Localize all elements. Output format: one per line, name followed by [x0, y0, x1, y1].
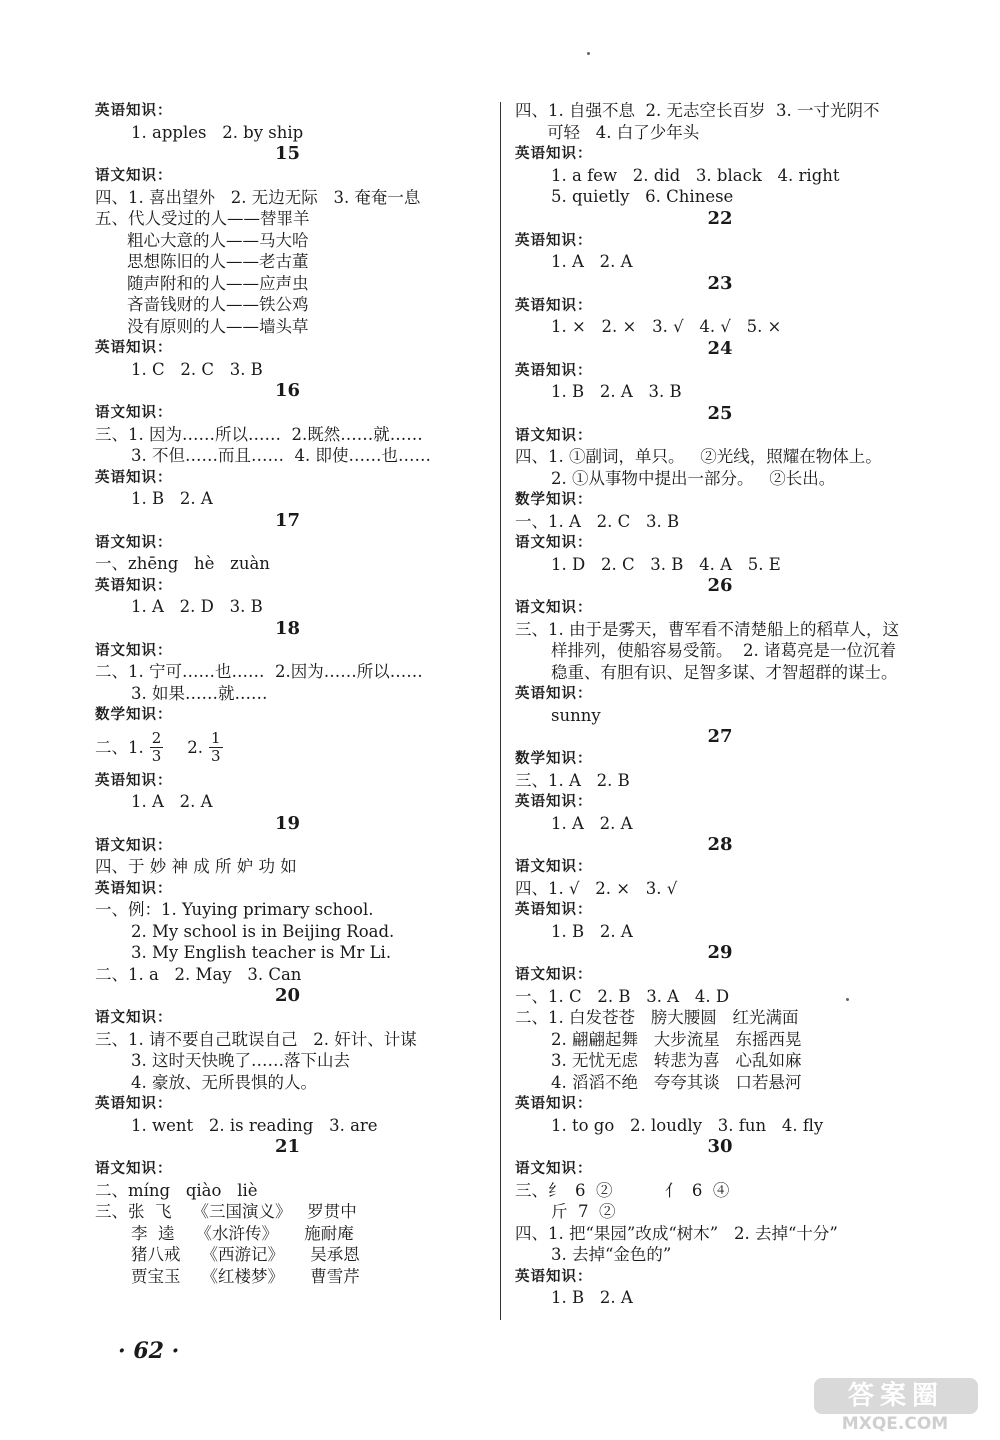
answer-line: 1. A 2. A	[551, 252, 633, 271]
answer-block	[95, 878, 480, 986]
subject-label: 英语知识：	[515, 231, 593, 249]
subject-label: 语文知识：	[515, 858, 593, 875]
answer-block	[515, 1266, 925, 1309]
answer-block	[95, 704, 480, 770]
answer-line: 四、1. 自强不息 2. 无志空长百岁 3. 一寸光阴不	[515, 101, 880, 120]
answer-line: 1. D 2. C 3. B 4. A 5. E	[551, 554, 781, 574]
subject-label: 英语知识：	[515, 793, 593, 810]
answer-block	[95, 575, 480, 618]
answer-line: 1. to go 2. loudly 3. fun 4. fly	[551, 1115, 824, 1135]
answer-line: 思想陈旧的人——老古董	[127, 252, 309, 271]
answer-line: 四、1. √ 2. × 3. √	[515, 878, 678, 898]
answer-line: 1. went 2. is reading 3. are	[131, 1115, 378, 1135]
answer-block	[515, 683, 925, 726]
answer-line: 三、1. 因为……所以…… 2.既然……就……	[95, 424, 423, 444]
answer-line: 3. 不但……而且…… 4. 即使……也……	[131, 446, 431, 465]
subject-label: 英语知识：	[515, 1267, 593, 1285]
answer-block	[515, 143, 925, 208]
answer-line: 1. a few 2. did 3. black 4. right	[551, 165, 840, 185]
section-number: 19	[274, 812, 301, 834]
answer-block	[95, 1158, 480, 1287]
answer-line: 猪八戒 《西游记》 吴承恩	[131, 1245, 360, 1264]
fraction-answer-line	[95, 726, 480, 770]
fraction-prefix: 二、1.	[95, 737, 144, 757]
answer-block	[515, 425, 925, 490]
page-number: · 62 ·	[118, 1338, 180, 1364]
answer-block	[95, 640, 480, 705]
answer-line: 一、例：1. Yuying primary school.	[95, 900, 374, 919]
answer-line: 三、1. 由于是雾天，曹军看不清楚船上的稻草人，这	[515, 619, 899, 639]
subject-label: 语文知识：	[95, 641, 173, 659]
subject-label: 语文知识：	[515, 966, 593, 983]
subject-label: 数学知识：	[515, 750, 593, 767]
section-number: 20	[274, 985, 301, 1006]
answer-block	[515, 489, 925, 532]
subject-label: 语文知识：	[515, 534, 593, 551]
subject-label: 语文知识：	[95, 167, 173, 184]
fraction-numerator: 1	[211, 729, 221, 747]
section-number: 25	[707, 402, 733, 424]
answer-block	[515, 230, 925, 273]
answer-line: 4. 豪放、无所畏惧的人。	[131, 1072, 317, 1092]
subject-label: 语文知识：	[515, 426, 593, 444]
subject-label: 英语知识：	[515, 361, 593, 379]
subject-label: 语文知识：	[95, 404, 173, 421]
section-number: 28	[707, 834, 733, 855]
answer-block	[95, 532, 480, 575]
answer-block	[95, 165, 480, 337]
section-number: 16	[274, 380, 301, 401]
answer-line: 粗心大意的人——马大哈	[127, 230, 309, 250]
answer-line: 样排列，使船容易受箭。 2. 诸葛亮是一位沉着	[551, 641, 896, 660]
subject-label: 英语知识：	[515, 296, 593, 314]
subject-label: 英语知识：	[95, 468, 173, 486]
answer-block	[95, 1007, 480, 1093]
subject-label: 英语知识：	[95, 102, 173, 119]
fraction-denominator: 3	[151, 747, 162, 765]
answer-block	[95, 402, 480, 467]
answer-line: 3. 这时天快晚了……落下山去	[131, 1051, 350, 1070]
answer-line: 3. 无忧无虑 转悲为喜 心乱如麻	[551, 1051, 802, 1070]
subject-label: 英语知识：	[515, 901, 593, 918]
fraction-item-number: 2.	[187, 737, 204, 757]
fraction	[209, 730, 223, 765]
answer-line: 1. B 2. A	[551, 921, 633, 941]
answer-line: 1. A 2. A	[551, 813, 633, 833]
subject-label: 英语知识：	[95, 339, 173, 356]
subject-label: 语文知识：	[515, 599, 593, 616]
answer-line: 二、míng qiào liè	[95, 1180, 258, 1200]
answer-line: 三、1. 请不要自己耽误自己 2. 奸计、计谋	[95, 1029, 417, 1049]
answer-line: 1. B 2. A 3. B	[551, 382, 682, 401]
answer-block	[95, 770, 480, 813]
answer-block	[95, 467, 480, 510]
answer-line: 2. 翩翩起舞 大步流星 东摇西晃	[551, 1029, 802, 1049]
answer-line: 2. ①从事物中提出一部分。 ②长出。	[551, 468, 836, 488]
answer-line: 贾宝玉 《红楼梦》 曹雪芹	[131, 1266, 360, 1286]
answer-block	[515, 899, 925, 942]
answer-block	[515, 295, 925, 338]
answer-line: 吝啬钱财的人——铁公鸡	[127, 295, 309, 314]
section-number: 22	[707, 207, 733, 229]
answer-line: 1. × 2. × 3. √ 4. √ 5. ×	[551, 317, 782, 336]
answer-line: 1. A 2. D 3. B	[131, 597, 263, 616]
subject-label: 英语知识：	[95, 576, 173, 594]
answer-line: 一、1. A 2. C 3. B	[515, 511, 680, 531]
answer-block	[515, 856, 925, 899]
section-number: 29	[707, 942, 733, 963]
answer-block	[515, 791, 925, 834]
subject-label: 英语知识：	[95, 771, 173, 789]
subject-label: 数学知识：	[515, 491, 593, 508]
answer-line: 斤 7 ②	[551, 1202, 616, 1221]
section-number: 30	[707, 1136, 733, 1157]
answer-block	[515, 597, 925, 683]
section-number: 23	[707, 272, 733, 294]
left-column	[95, 100, 480, 1287]
answer-line: 1. A 2. A	[131, 792, 213, 811]
answer-block	[95, 100, 480, 143]
answer-line: 二、1. 白发苍苍 膀大腰圆 红光满面	[515, 1008, 799, 1027]
answer-line: 二、1. 宁可……也…… 2.因为……所以……	[95, 662, 423, 681]
answer-block	[95, 337, 480, 380]
section-number: 15	[274, 143, 301, 164]
answer-line: 一、zhēng hè zuàn	[95, 554, 270, 573]
answer-line: 一、1. C 2. B 3. A 4. D	[515, 986, 730, 1006]
answer-line: 四、1. 喜出望外 2. 无边无际 3. 奄奄一息	[95, 187, 421, 207]
answer-line: 3. My English teacher is Mr Li.	[131, 943, 392, 962]
answer-line: 1. B 2. A	[551, 1288, 633, 1307]
subject-label: 英语知识：	[515, 685, 593, 702]
answer-line: 五、代人受过的人——替罪羊	[95, 209, 310, 228]
subject-label: 语文知识：	[95, 836, 173, 854]
subject-label: 英语知识：	[95, 1095, 173, 1112]
answer-line: 三、纟 6 ② 亻 6 ④	[515, 1180, 730, 1200]
section-number: 18	[274, 617, 301, 639]
fraction	[150, 730, 164, 765]
answer-line: 四、于 妙 神 成 所 妒 功 如	[95, 857, 297, 876]
watermark-url: MXQE.COM	[841, 1414, 949, 1434]
answer-block	[515, 100, 925, 143]
answer-line: 可轻 4. 白了少年头	[547, 122, 700, 142]
section-number: 26	[707, 575, 733, 596]
answer-block	[95, 1093, 480, 1136]
subject-label: 语文知识：	[95, 1009, 173, 1026]
watermark-logo: 答案圈	[814, 1378, 978, 1414]
answer-block	[515, 964, 925, 1093]
subject-label: 数学知识：	[95, 706, 173, 723]
watermark	[800, 1378, 990, 1436]
answer-line: 三、1. A 2. B	[515, 770, 630, 790]
answer-line: 没有原则的人——墙头草	[127, 316, 309, 336]
answer-block	[515, 748, 925, 791]
subject-label: 语文知识：	[515, 1160, 593, 1177]
section-number: 27	[707, 726, 733, 747]
answer-line: 四、1. ①副词，单只。 ②光线，照耀在物体上。	[515, 447, 882, 466]
subject-label: 英语知识：	[515, 1095, 593, 1112]
answer-line: 5. quietly 6. Chinese	[551, 187, 734, 206]
subject-label: 语文知识：	[95, 533, 173, 551]
fraction-denominator: 3	[211, 747, 221, 765]
answer-block	[515, 1093, 925, 1136]
answer-line: 二、1. a 2. May 3. Can	[95, 964, 302, 984]
section-number: 24	[707, 337, 733, 359]
answer-line: 1. apples 2. by ship	[131, 122, 304, 142]
answer-line: 2. My school is in Beijing Road.	[131, 921, 395, 941]
answer-block	[515, 532, 925, 575]
answer-line: 3. 如果……就……	[131, 683, 268, 703]
answer-line: 四、1. 把“果园”改成“树木” 2. 去掉“十分”	[515, 1223, 838, 1243]
subject-label: 英语知识：	[515, 145, 593, 162]
answer-line: 1. C 2. C 3. B	[131, 359, 263, 379]
answer-line: 随声附和的人——应声虫	[127, 273, 309, 293]
column-divider	[500, 102, 501, 1320]
answer-block	[515, 1158, 925, 1266]
answer-line: 李 逵 《水浒传》 施耐庵	[131, 1223, 354, 1243]
speck	[587, 52, 590, 55]
answer-block	[95, 835, 480, 878]
right-column	[515, 100, 925, 1309]
answer-line: 1. B 2. A	[131, 489, 213, 508]
speck	[846, 998, 849, 1001]
answer-line: 3. 去掉“金色的”	[551, 1245, 672, 1264]
answer-line: 三、张 飞 《三国演义》 罗贯中	[95, 1202, 357, 1221]
answer-line: 稳重、有胆有识、足智多谋、才智超群的谋士。	[551, 662, 898, 682]
answer-block	[515, 360, 925, 403]
section-number: 17	[274, 509, 301, 531]
subject-label: 语文知识：	[95, 1160, 173, 1177]
answer-line: 4. 滔滔不绝 夸夸其谈 口若悬河	[551, 1072, 802, 1092]
fraction-numerator: 2	[151, 729, 162, 747]
answer-line: sunny	[551, 705, 601, 725]
section-number: 21	[274, 1136, 301, 1157]
subject-label: 英语知识：	[95, 879, 173, 897]
